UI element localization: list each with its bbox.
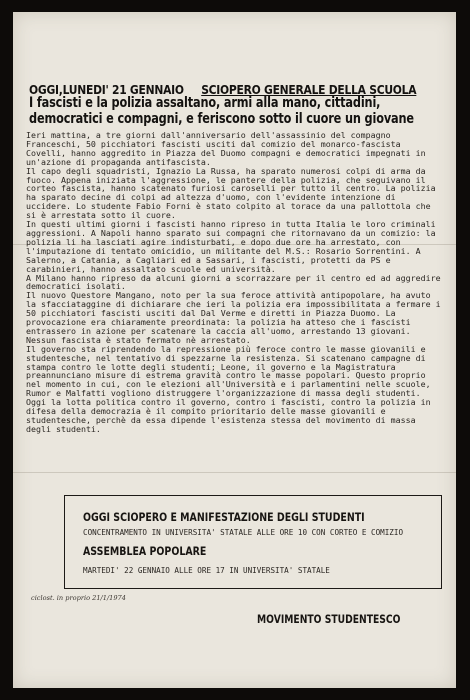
assembly-title: ASSEMBLEA POPOLARE [83, 544, 207, 558]
subhead-line: I fascisti e la polizia assaltano, armi alla mano, cittadini, [29, 95, 381, 111]
paragraph: A Milano hanno ripreso da alcuni giorni a scorrazzare per il centro ed ad aggredire democratici isolati. [26, 272, 446, 292]
print-note: ciclost. in proprio 21/1/1974 [31, 594, 126, 602]
signature: MOVIMENTO STUDENTESCO [257, 612, 401, 626]
paragraph: Il capo degli squadristi, Ignazio La Russa, ha sparato numerosi colpi di arma da fuoco. Appena iniziata l'aggressione, le pantere della polizia, che seguivano il corteo fascista, hanno scatenato furiosi caroselli per tutto il centro. La polizia ha sparato decine di colpi ad altezza d'uomo, con l'evidente intenzione di uccidere. Lo studente Fabio Forni è stato colpito al torace da una pallottola che si è arrestata sotto il cuore. [26, 165, 441, 221]
paragraph: Il nuovo Questore Mangano, noto per la sua feroce attività antipopolare, ha avuto la sfacciataggine di dichiarare che ieri la polizia era impossibilitata a fermare i 50 picchiatori fascisti usciti dal Dal Verme e diretti in Piazza Duomo. La provocazione era chiaramente preordinata: la polizia ha atteso che i fascisti entrassero in azione per scatenare la caccia all'uomo, arrestando 13 giovani. Nessun fascista è stato fermato nè arrestato. [26, 290, 446, 345]
announcement-box [64, 495, 442, 589]
subhead-line: democratici e compagni, e feriscono sotto il cuore un giovane [29, 110, 414, 127]
headline-subhead [29, 95, 414, 127]
announcement-title: OGGI SCIOPERO E MANIFESTAZIONE DEGLI STUDENTI [83, 510, 365, 524]
headline-date: OGGI,LUNEDI' 21 GENNAIO [29, 82, 184, 97]
paragraph: Oggi la lotta politica contro il governo, contro i fascisti, contro la polizia in difesa della democrazia è il compito prioritario delle masse giovanili e studentesche, perchè da essa dipende l'esistenza stessa del movimento di massa degli studenti. [26, 397, 436, 434]
assembly-details: MARTEDI' 22 GENNAIO ALLE ORE 17 IN UNIVERSITA' STATALE [83, 566, 330, 575]
article-body [26, 130, 446, 434]
announcement-details: CONCENTRAMENTO IN UNIVERSITA' STATALE ALLE ORE 10 CON CORTEO E COMIZIO [83, 528, 404, 537]
paragraph: Il governo sta riprendendo la repressione più feroce contro le masse giovanili e studentesche, nel tentativo di spezzarne la resistenza. Si scatenano campagne di stampa contro le lotte degli studenti; Leone, il governo e la Magistratura preannunciano misure di estrema gravità contro le masse popolari. Questo proprio nel momento in cui, con le elezioni all'Università e i parlamentini nelle scuole, Rumor e Malfatti vogliono distruggere l'organizzazione di massa degli studenti. [26, 343, 436, 399]
paragraph: Ieri mattina, a tre giorni dall'anniversario dell'assassinio del compagno Franceschi, 50 picchiatori fascisti usciti dal comizio del monarco-fascista Covelli, hanno aggredito in Piazza del Duomo compagni e democratici impegnati in un'azione di propaganda antifascista. [26, 130, 431, 167]
headline-strike: SCIOPERO GENERALE DELLA SCUOLA [201, 82, 417, 97]
paragraph: In questi ultimi giorni i fascisti hanno ripreso in tutta Italia le loro criminali aggressioni. A Napoli hanno sparato sui compagni che ritornavano da un comizio: la polizia li ha lasciati agire indisturbati, e dopo due ore ha arrestato, con l'imputazione di tentato omicidio, un militante del M.S.: Rosario Sorrentini. A Salerno, a Catania, a Cagliari ed a Sassari, i fascisti, protetti da PS e carabinieri, hanno assaltato scuole ed università. [26, 219, 441, 274]
fold-crease [13, 472, 456, 473]
flyer-sheet [13, 12, 456, 688]
